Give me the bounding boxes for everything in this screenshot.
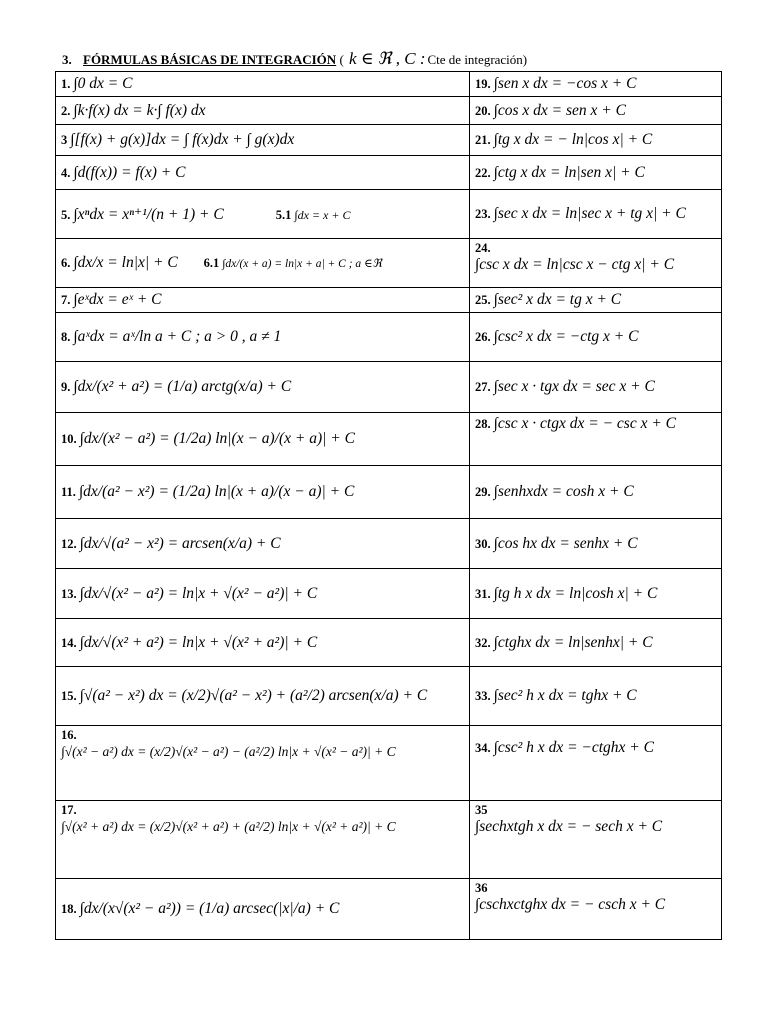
formula-cell <box>470 801 722 879</box>
formula-cell <box>56 726 470 801</box>
formula-text: ∫0 dx = C <box>73 75 133 92</box>
formula-number: 26. <box>475 330 491 344</box>
formula-cell <box>470 97 722 125</box>
formula-number: 1. <box>61 77 71 91</box>
formula-cell <box>56 801 470 879</box>
formula-number: 13. <box>61 586 77 601</box>
formula-cell <box>56 313 470 362</box>
formula-number: 15. <box>61 689 77 703</box>
formula-cell <box>470 879 722 940</box>
formula-text: ∫sechxtgh x dx = − sech x + C <box>475 818 663 835</box>
formula-text: ∫xⁿdx = xⁿ⁺¹/(n + 1) + C <box>73 205 224 223</box>
formula-cell <box>56 97 470 125</box>
formula-text: ∫eˣdx = eˣ + C <box>73 291 162 308</box>
formula-number: 20. <box>475 103 491 118</box>
page-title <box>62 49 527 69</box>
formula-text: ∫cos x dx = sen x + C <box>493 101 626 119</box>
formula-cell <box>56 667 470 726</box>
formula-cell <box>470 239 722 288</box>
table-row <box>56 569 722 619</box>
formula-number: 4. <box>61 165 71 180</box>
formula-number: 10. <box>61 432 77 446</box>
table-row <box>56 239 722 288</box>
formula-text: ∫cschxctghx dx = − csch x + C <box>475 896 666 913</box>
formula-number: 24. <box>475 241 491 255</box>
table-row <box>56 125 722 156</box>
formula-text: ∫dx/(x² + a²) = (1/a) arctg(x/a) + C <box>73 378 292 395</box>
formula-text: ∫dx/(x√(x² − a²)) = (1/a) arcsec(|x|/a) + C <box>79 900 340 917</box>
formula-cell <box>470 519 722 569</box>
formula-text: ∫√(x² + a²) dx = (x/2)√(x² + a²) + (a²/2) ln|x + √(x² + a²)| + C <box>61 819 396 834</box>
formula-cell <box>470 288 722 313</box>
formula-text: ∫tg x dx = − ln|cos x| + C <box>493 131 653 148</box>
formula-text: ∫dx = x + C <box>294 207 351 222</box>
heading-condition: k ∈ ℜ , C : <box>349 49 426 68</box>
formula-cell <box>470 190 722 239</box>
table-row <box>56 313 722 362</box>
formula-cell <box>470 313 722 362</box>
formula-cell <box>470 619 722 667</box>
formula-text: ∫csc x · ctgx dx = − csc x + C <box>493 415 676 432</box>
formula-text: ∫sen x dx = −cos x + C <box>493 75 637 92</box>
formula-text: ∫dx/√(x² + a²) = ln|x + √(x² + a²)| + C <box>79 633 318 651</box>
formula-number: 7. <box>61 293 71 307</box>
formula-cell <box>56 413 470 466</box>
table-row <box>56 619 722 667</box>
formula-number: 31. <box>475 586 491 601</box>
formula-text: ∫√(x² − a²) dx = (x/2)√(x² − a²) − (a²/2) ln|x + √(x² − a²)| + C <box>61 744 396 759</box>
table-row <box>56 156 722 190</box>
table-row <box>56 519 722 569</box>
formula-text: ∫d(f(x)) = f(x) + C <box>73 163 186 181</box>
formula-number: 17. <box>61 803 77 817</box>
formula-text: ∫sec² x dx = tg x + C <box>493 291 622 308</box>
formula-text: ∫dx/(x² − a²) = (1/2a) ln|(x − a)/(x + a)| + C <box>79 430 355 447</box>
formula-text: ∫ctghx dx = ln|senhx| + C <box>493 633 653 651</box>
formula-number: 14. <box>61 635 77 650</box>
formula-number: 28. <box>475 417 491 431</box>
formula-number: 22. <box>475 165 491 180</box>
table-row <box>56 72 722 97</box>
formula-number: 35 <box>475 803 488 817</box>
formula-number: 34. <box>475 741 491 755</box>
formula-table <box>55 71 722 940</box>
formula-text: ∫[f(x) + g(x)]dx = ∫ f(x)dx + ∫ g(x)dx <box>70 131 295 148</box>
formula-text: ∫k·f(x) dx = k·∫ f(x) dx <box>73 101 206 119</box>
formula-text: ∫aˣdx = aˣ/ln a + C ; a > 0 , a ≠ 1 <box>73 328 282 345</box>
table-row <box>56 667 722 726</box>
heading-paren: ( <box>339 52 344 67</box>
formula-cell <box>470 72 722 97</box>
table-row <box>56 879 722 940</box>
formula-cell <box>470 667 722 726</box>
formula-text: ∫dx/x = ln|x| + C <box>73 254 178 271</box>
formula-number: 32. <box>475 635 491 650</box>
table-row <box>56 190 722 239</box>
table-row <box>56 362 722 413</box>
formula-text: ∫ctg x dx = ln|sen x| + C <box>493 163 645 181</box>
formula-text: ∫dx/(a² − x²) = (1/2a) ln|(x + a)/(x − a)| + C <box>78 483 355 500</box>
formula-text: ∫√(a² − x²) dx = (x/2)√(a² − x²) + (a²/2) arcsen(x/a) + C <box>79 687 428 704</box>
formula-text: ∫sec x dx = ln|sec x + tg x| + C <box>493 205 686 222</box>
formula-cell <box>56 569 470 619</box>
formula-number: 11. <box>61 485 76 499</box>
formula-number: 2. <box>61 103 71 118</box>
table-row <box>56 288 722 313</box>
formula-cell <box>56 190 470 239</box>
formula-number: 6.1 <box>203 256 220 270</box>
table-row <box>56 726 722 801</box>
formula-cell <box>56 619 470 667</box>
formula-text: ∫tg h x dx = ln|cosh x| + C <box>493 584 658 602</box>
formula-number: 27. <box>475 380 491 394</box>
formula-number: 9. <box>61 380 71 394</box>
formula-number: 5.1 <box>275 207 292 222</box>
formula-cell <box>470 156 722 190</box>
formula-text: ∫dx/(x + a) = ln|x + a| + C ; a ∈ℜ <box>222 258 382 270</box>
formula-cell <box>56 156 470 190</box>
formula-cell <box>470 466 722 519</box>
formula-text: ∫csc² x dx = −ctg x + C <box>493 328 639 345</box>
formula-number: 19. <box>475 77 491 91</box>
formula-cell <box>56 362 470 413</box>
formula-cell <box>470 569 722 619</box>
formula-number: 29. <box>475 485 491 499</box>
formula-number: 21. <box>475 133 491 147</box>
formula-cell <box>470 413 722 466</box>
formula-number: 12. <box>61 536 77 551</box>
formula-number: 8. <box>61 330 71 344</box>
formula-number: 5. <box>61 207 71 222</box>
formula-cell <box>56 239 470 288</box>
formula-cell <box>470 726 722 801</box>
formula-cell <box>56 466 470 519</box>
section-heading: FÓRMULAS BÁSICAS DE INTEGRACIÓN <box>83 52 337 67</box>
heading-note: Cte de integración) <box>427 52 528 67</box>
formula-cell <box>56 879 470 940</box>
formula-text: ∫csc x dx = ln|csc x − ctg x| + C <box>475 256 675 273</box>
formula-number: 18. <box>61 902 77 916</box>
formula-cell <box>56 288 470 313</box>
formula-text: ∫sec² h x dx = tghx + C <box>493 687 637 704</box>
section-number: 3. <box>62 52 72 67</box>
table-row <box>56 413 722 466</box>
formula-number: 3 <box>61 133 68 147</box>
formula-number: 6. <box>61 256 71 270</box>
formula-cell <box>56 72 470 97</box>
formula-number: 25. <box>475 293 491 307</box>
formula-text: ∫dx/√(a² − x²) = arcsen(x/a) + C <box>79 534 281 552</box>
formula-cell <box>470 125 722 156</box>
formula-cell <box>56 519 470 569</box>
formula-number: 30. <box>475 536 491 551</box>
table-row <box>56 466 722 519</box>
formula-cell <box>470 362 722 413</box>
formula-number: 23. <box>475 207 491 221</box>
formula-number: 36 <box>475 881 488 895</box>
table-row <box>56 97 722 125</box>
formula-number: 16. <box>61 728 77 742</box>
formula-text: ∫dx/√(x² − a²) = ln|x + √(x² − a²)| + C <box>79 584 318 602</box>
formula-text: ∫sec x · tgx dx = sec x + C <box>493 378 655 395</box>
formula-number: 33. <box>475 689 491 703</box>
formula-text: ∫senhxdx = cosh x + C <box>493 483 634 500</box>
formula-text: ∫cos hx dx = senhx + C <box>493 534 638 552</box>
table-row <box>56 801 722 879</box>
formula-cell <box>56 125 470 156</box>
formula-text: ∫csc² h x dx = −ctghx + C <box>493 739 654 756</box>
